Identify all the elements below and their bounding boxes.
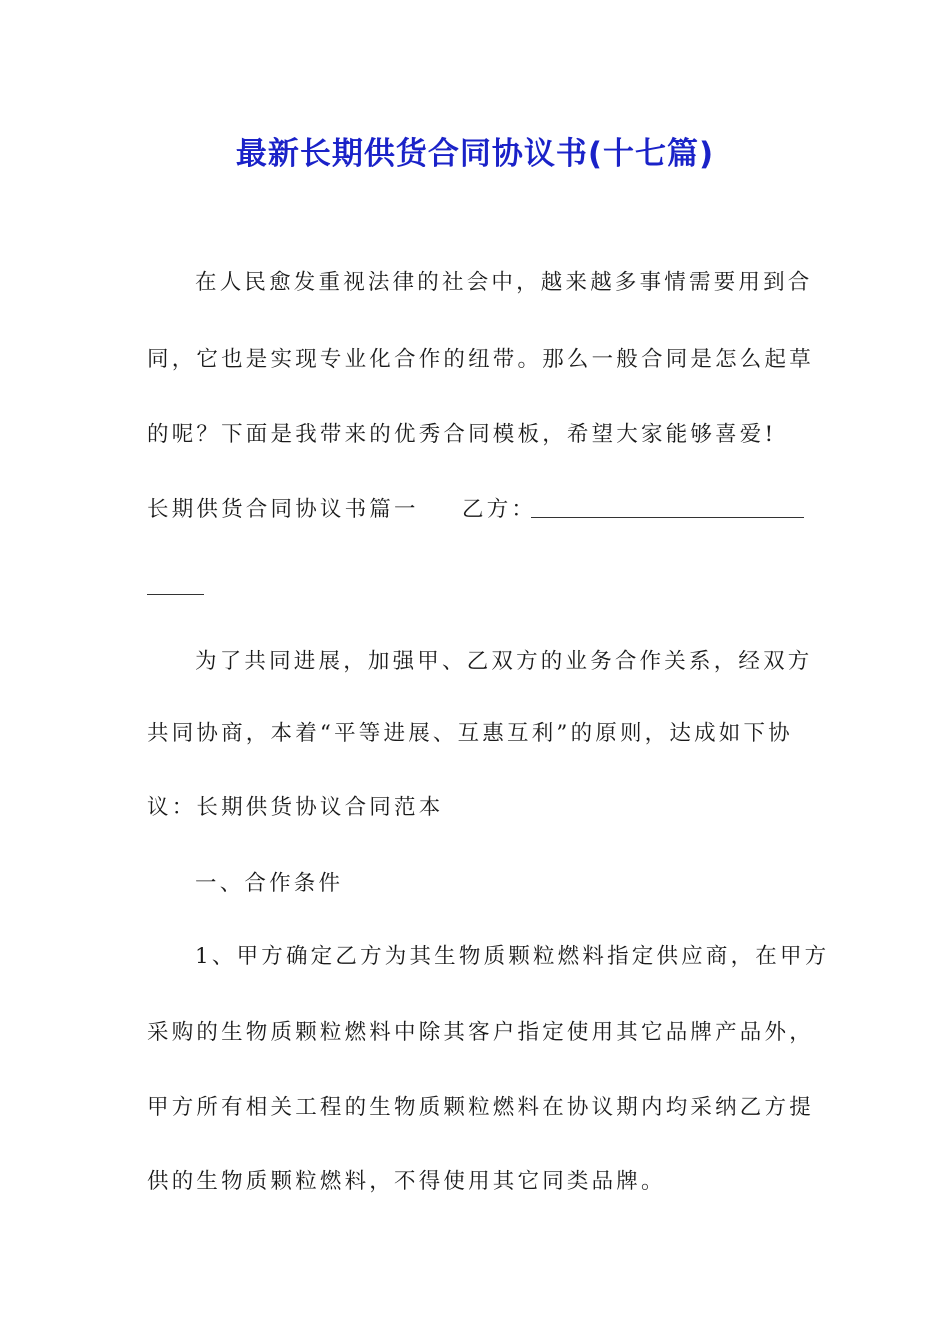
clause-1-line-3: 甲方所有相关工程的生物质颗粒燃料在协议期内均采纳乙方提 xyxy=(147,1095,814,1120)
clause-heading: 一、合作条件 xyxy=(195,871,344,896)
intro-line-1: 在人民愈发重视法律的社会中，越来越多事情需要用到合 xyxy=(195,270,813,295)
intro-line-2: 同，它也是实现专业化合作的纽带。那么一般合同是怎么起草 xyxy=(147,347,814,372)
purpose-line-3: 议：长期供货协议合同范本 xyxy=(147,795,444,820)
purpose-line-2: 共同协商，本着“平等进展、互惠互利”的原则，达成如下协 xyxy=(147,721,793,746)
document-title: 最新长期供货合同协议书(十七篇) xyxy=(235,136,715,172)
party-b-blank-line-continued xyxy=(147,594,204,595)
clause-1-line-2: 采购的生物质颗粒燃料中除其客户指定使用其它品牌产品外， xyxy=(147,1020,814,1045)
party-b-label: 乙方： xyxy=(462,497,537,522)
intro-line-3: 的呢？下面是我带来的优秀合同模板，希望大家能够喜爱! xyxy=(147,422,777,447)
purpose-line-1: 为了共同进展，加强甲、乙双方的业务合作关系，经双方 xyxy=(195,649,813,674)
party-b-blank-line xyxy=(531,517,804,518)
section-heading: 长期供货合同协议书篇一 xyxy=(147,497,419,522)
clause-1-line-1: 1、甲方确定乙方为其生物质颗粒燃料指定供应商，在甲方 xyxy=(195,944,830,969)
clause-1-line-4: 供的生物质颗粒燃料，不得使用其它同类品牌。 xyxy=(147,1169,666,1194)
